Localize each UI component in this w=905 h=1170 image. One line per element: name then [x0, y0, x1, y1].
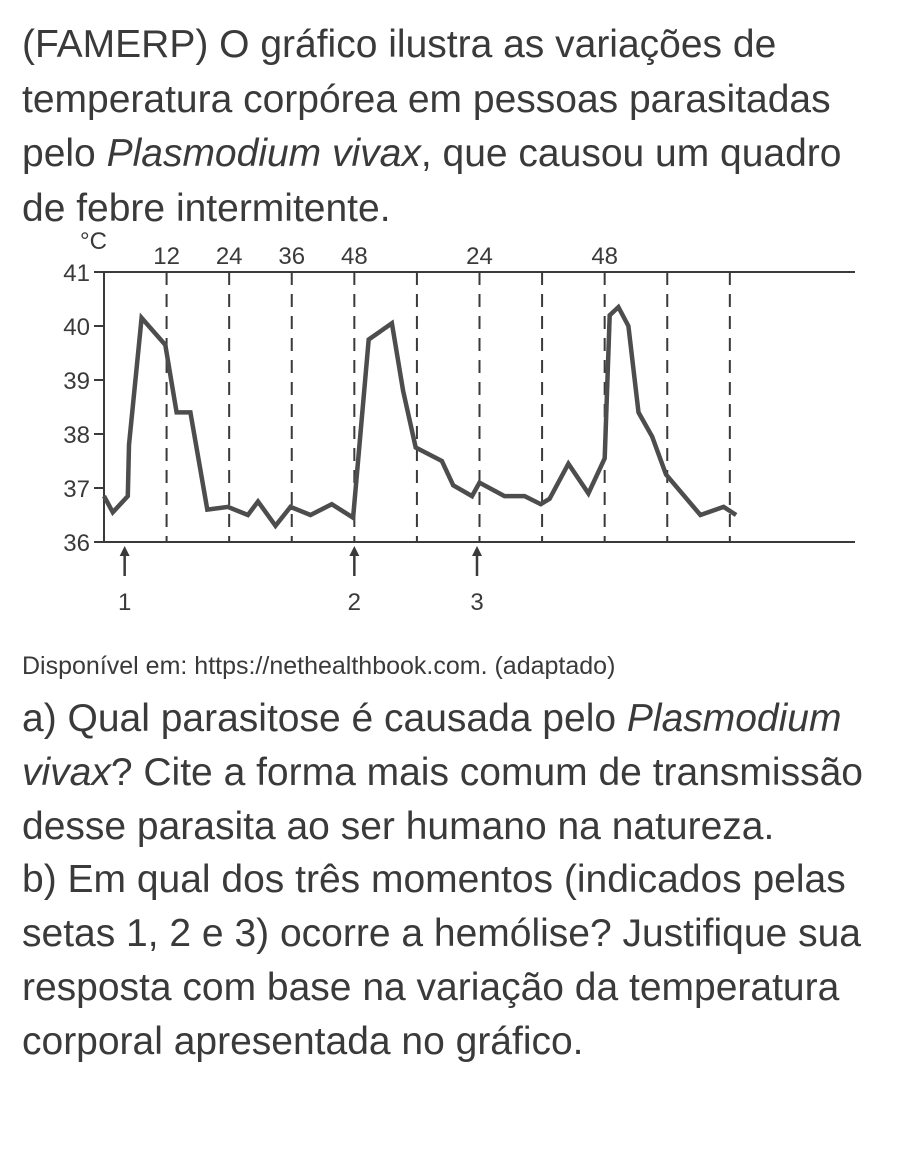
question-b: b) Em qual dos três momentos (indicados pelas setas 1, 2 e 3) ocorre a hemólise? Justifique sua resposta com base na variação da temperatura corporal apresentada no gráfico. [22, 858, 861, 1063]
top-hour-label: 48 [591, 243, 619, 270]
source-citation: Disponível em: https://nethealthbook.com. (adaptado) [22, 652, 616, 680]
arrow-head [349, 546, 359, 556]
species-name: Plasmodium vivax [106, 132, 421, 175]
top-hour-label: 48 [340, 243, 368, 270]
top-hour-label: 24 [215, 243, 243, 270]
temperature-chart [0, 226, 905, 626]
top-hour-label: 24 [466, 243, 493, 270]
arrow-number-label: 1 [117, 589, 132, 616]
temperature-line [104, 307, 736, 526]
y-tick-label: 38 [63, 422, 90, 449]
arrow-number-label: 2 [347, 589, 362, 616]
arrow-number-label: 3 [470, 589, 484, 616]
arrow-head [472, 546, 482, 556]
species-name-a: Plasmodium vivax [22, 697, 842, 794]
y-tick-label: 41 [63, 260, 90, 287]
y-unit-label: °C [80, 228, 107, 255]
y-tick-label: 37 [63, 476, 90, 503]
question-intro: (FAMERP) O gráfico ilustra as variações de temperatura corpórea em pessoas parasitadas pelo Plasmodium vivax, que causou um quadro de febre intermitente. [22, 23, 842, 230]
top-hour-label: 12 [153, 243, 180, 270]
y-tick-label: 40 [63, 314, 90, 341]
y-tick-label: 36 [63, 530, 90, 557]
top-hour-label: 36 [278, 243, 306, 270]
y-tick-label: 39 [63, 368, 90, 395]
question-list [22, 692, 897, 1069]
question-a: a) Qual parasitose é causada pelo Plasmodium vivax? Cite a forma mais comum de transmissão desse parasita ao ser humano na natureza. [22, 697, 863, 848]
arrow-head [120, 546, 130, 556]
